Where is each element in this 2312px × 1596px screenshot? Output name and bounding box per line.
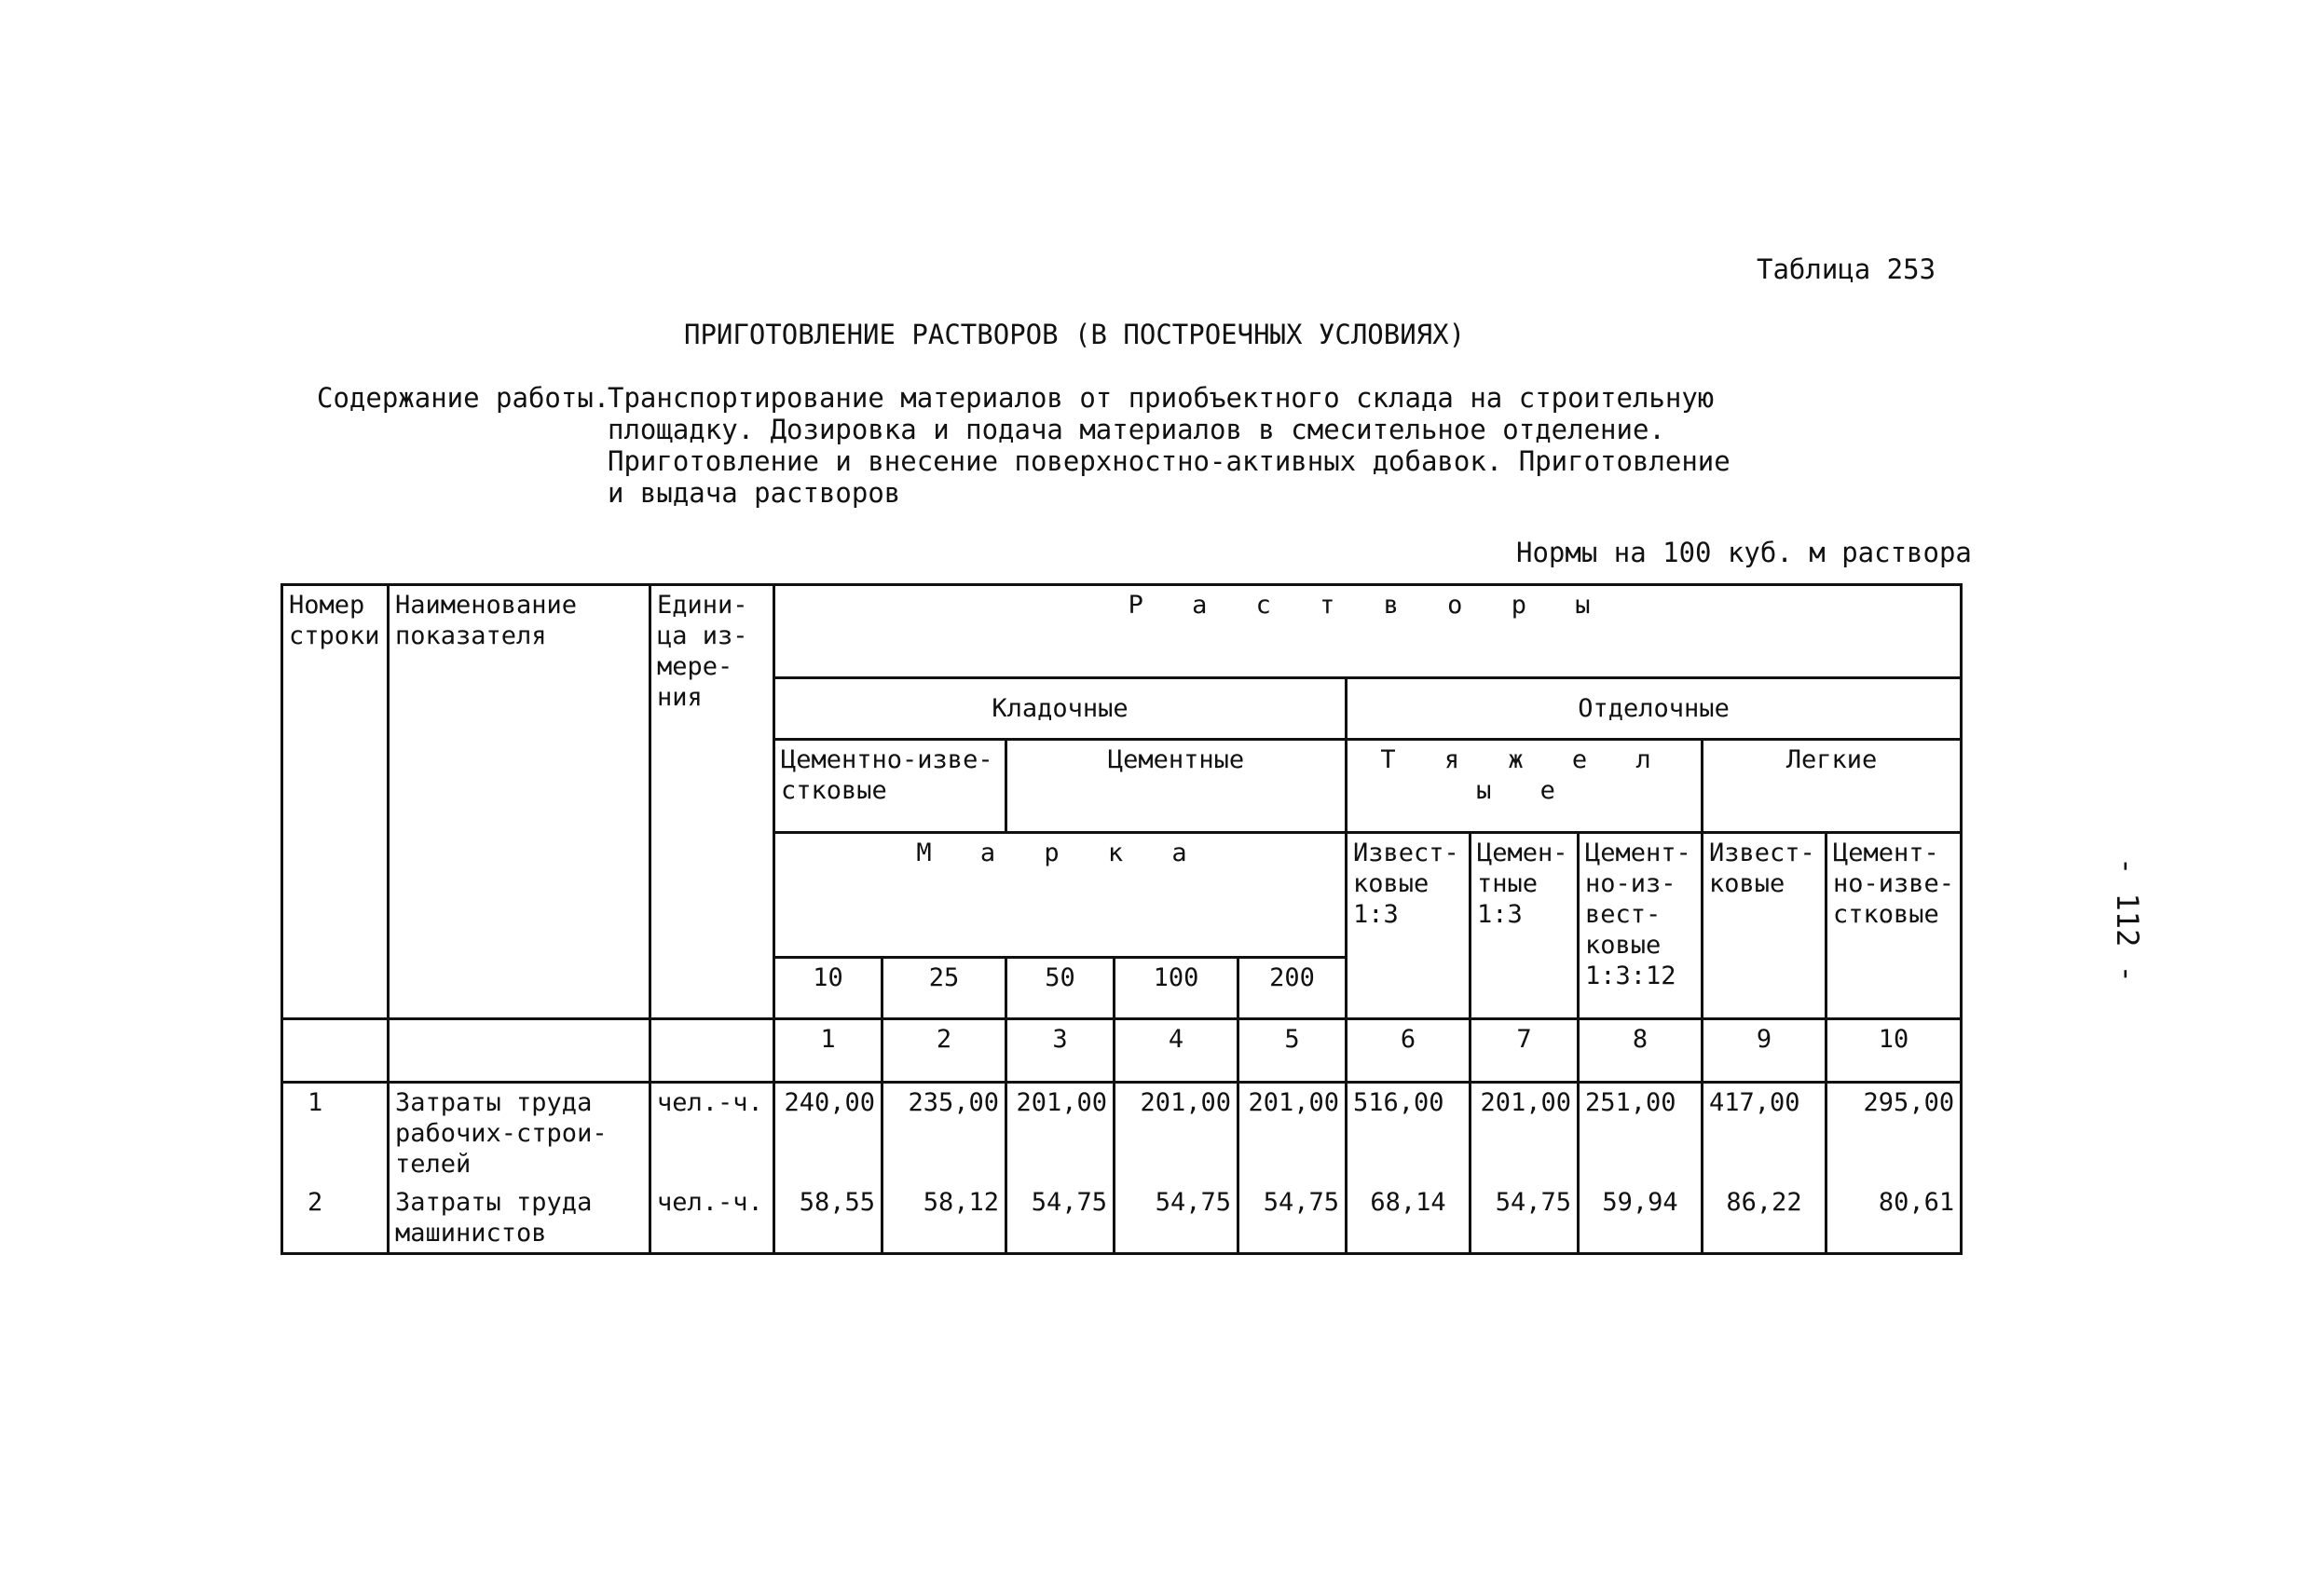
column-number: 6 xyxy=(1347,1019,1471,1083)
header-heavy-cement: Цемен- тные 1:3 xyxy=(1471,833,1579,1019)
table-row xyxy=(282,1183,1962,1254)
header-indicator-name: Наименование показателя xyxy=(389,585,650,1019)
value-cell: 54,75 xyxy=(1115,1183,1238,1254)
work-content-text: Транспортирование материалов от приобъектного склада на строительную площадку. Дозировка и подача материалов в смесительное отделение. Приготовление и внесение поверхностно-активных добавок. Приготовление и выдача растворов xyxy=(608,382,1731,509)
value-cell: 201,00 xyxy=(1471,1083,1579,1184)
grade-cell: 100 xyxy=(1115,958,1238,1019)
row-indicator-name: Затраты труда машинистов xyxy=(389,1183,650,1254)
value-cell: 68,14 xyxy=(1347,1183,1471,1254)
header-cement-lime: Цементно-изве- стковые xyxy=(774,740,1006,833)
header-grade: М а р к а xyxy=(774,833,1347,958)
value-cell: 251,00 xyxy=(1579,1083,1703,1184)
header-light-lime: Извест- ковые xyxy=(1703,833,1826,1019)
grade-cell: 50 xyxy=(1006,958,1115,1019)
header-heavy-lime: Извест- ковые 1:3 xyxy=(1347,833,1471,1019)
table-row xyxy=(282,1083,1962,1184)
document-heading: ПРИГОТОВЛЕНИЕ РАСТВОРОВ (В ПОСТРОЕЧНЫХ УСЛОВИЯХ) xyxy=(684,319,1466,350)
grade-cell: 10 xyxy=(774,958,882,1019)
header-finishing: Отделочные xyxy=(1347,678,1962,740)
table-title: Таблица 253 xyxy=(1757,253,1936,285)
column-number: 2 xyxy=(882,1019,1006,1083)
column-number: 5 xyxy=(1238,1019,1347,1083)
value-cell: 235,00 xyxy=(882,1083,1006,1184)
value-cell: 201,00 xyxy=(1115,1083,1238,1184)
header-unit: Едини- ца из- мере- ния xyxy=(650,585,774,1019)
value-cell: 295,00 xyxy=(1826,1083,1962,1184)
value-cell: 201,00 xyxy=(1006,1083,1115,1184)
value-cell: 54,75 xyxy=(1238,1183,1347,1254)
column-number: 9 xyxy=(1703,1019,1826,1083)
column-number-empty xyxy=(389,1019,650,1083)
header-light-cement-lime: Цемент- но-изве- стковые xyxy=(1826,833,1962,1019)
value-cell: 58,55 xyxy=(774,1183,882,1254)
grade-cell: 25 xyxy=(882,958,1006,1019)
header-row-1 xyxy=(282,585,1962,678)
norms-note: Нормы на 100 куб. м раствора xyxy=(1516,537,1972,568)
norms-table xyxy=(280,583,1963,1255)
header-light: Легкие xyxy=(1703,740,1962,833)
value-cell: 80,61 xyxy=(1826,1183,1962,1254)
header-heavy-cement-lime: Цемент- но-из- вест- ковые 1:3:12 xyxy=(1579,833,1703,1019)
column-number: 10 xyxy=(1826,1019,1962,1083)
page-number: - 112 - xyxy=(2110,857,2145,983)
value-cell: 240,00 xyxy=(774,1083,882,1184)
header-cement: Цементные xyxy=(1006,740,1347,833)
header-row-number: Номер строки xyxy=(282,585,389,1019)
header-heavy: Т я ж е л ы е xyxy=(1347,740,1703,833)
value-cell: 54,75 xyxy=(1471,1183,1579,1254)
column-number: 4 xyxy=(1115,1019,1238,1083)
work-content-label: Содержание работы. xyxy=(317,382,610,414)
column-number-empty xyxy=(650,1019,774,1083)
value-cell: 201,00 xyxy=(1238,1083,1347,1184)
column-number: 7 xyxy=(1471,1019,1579,1083)
grade-cell: 200 xyxy=(1238,958,1347,1019)
value-cell: 54,75 xyxy=(1006,1183,1115,1254)
value-cell: 86,22 xyxy=(1703,1183,1826,1254)
column-number: 3 xyxy=(1006,1019,1115,1083)
value-cell: 417,00 xyxy=(1703,1083,1826,1184)
header-solutions: Р а с т в о р ы xyxy=(774,585,1962,678)
row-unit: чел.-ч. xyxy=(650,1183,774,1254)
column-number-empty xyxy=(282,1019,389,1083)
value-cell: 58,12 xyxy=(882,1183,1006,1254)
column-numbers-row xyxy=(282,1019,1962,1083)
column-number: 1 xyxy=(774,1019,882,1083)
row-number: 1 xyxy=(282,1083,389,1184)
row-indicator-name: Затраты труда рабочих-строи- телей xyxy=(389,1083,650,1184)
column-number: 8 xyxy=(1579,1019,1703,1083)
value-cell: 59,94 xyxy=(1579,1183,1703,1254)
header-masonry: Кладочные xyxy=(774,678,1347,740)
value-cell: 516,00 xyxy=(1347,1083,1471,1184)
row-unit: чел.-ч. xyxy=(650,1083,774,1184)
row-number: 2 xyxy=(282,1183,389,1254)
